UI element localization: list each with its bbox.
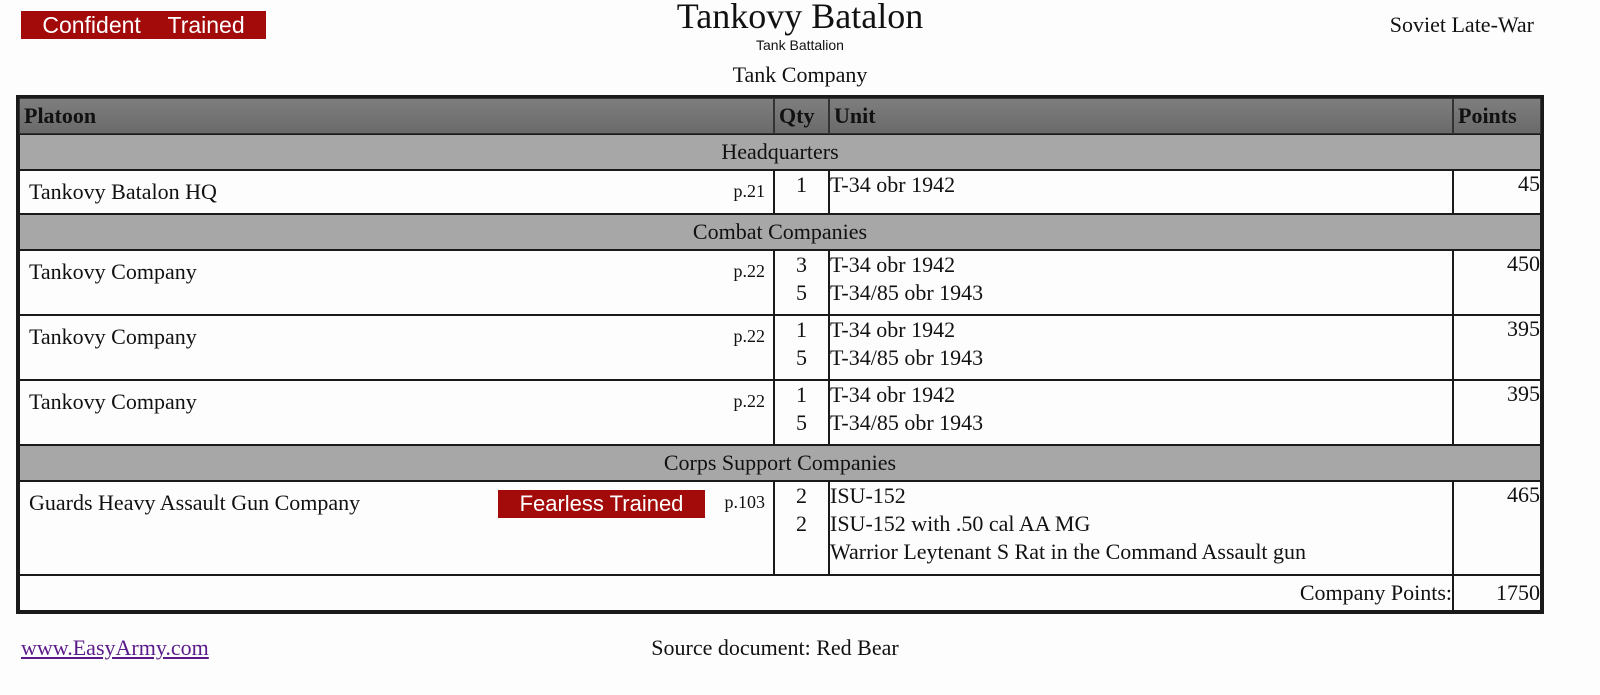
- page-title: Tankovy Batalon: [676, 0, 924, 36]
- unit-name: Warrior Leytenant S Rat in the Command Assault gun: [830, 539, 1307, 564]
- qty-value: 2: [796, 483, 807, 508]
- unit-name: T-34/85 obr 1943: [830, 410, 984, 435]
- nation-label: Soviet Late-War: [1389, 12, 1534, 37]
- table-row: [19, 380, 1541, 445]
- column-header-unit: Unit: [829, 98, 1453, 134]
- page-reference: p.22: [733, 326, 765, 346]
- section-row-combat: [19, 214, 1541, 250]
- qty-cell: [774, 170, 829, 214]
- qty-cell: [774, 250, 829, 315]
- unit-cell: [829, 481, 1453, 575]
- easyarmy-link[interactable]: www.EasyArmy.com: [21, 635, 209, 660]
- unit-name: ISU-152 with .50 cal AA MG: [830, 511, 1091, 536]
- company-type: Tank Company: [732, 62, 868, 87]
- unit-name: ISU-152: [830, 483, 906, 508]
- platoon-cell: [19, 170, 774, 214]
- total-points: 1750: [1453, 575, 1541, 611]
- table-row: [19, 481, 1541, 575]
- company-rating-badge: [21, 11, 266, 39]
- qty-value: 1: [796, 317, 807, 342]
- platoon-name: Tankovy Batalon HQ: [29, 179, 217, 204]
- table-row: [19, 170, 1541, 214]
- page-subtitle: Tank Battalion: [756, 37, 844, 53]
- army-list-table: [16, 95, 1544, 614]
- platoon-cell: [19, 250, 774, 315]
- platoon-cell: [19, 481, 774, 575]
- qty-value: 5: [796, 410, 807, 435]
- qty-cell: [774, 380, 829, 445]
- unit-name: T-34 obr 1942: [830, 317, 956, 342]
- qty-cell: [774, 481, 829, 575]
- platoon-name: Tankovy Company: [29, 324, 197, 349]
- qty-cell: [774, 315, 829, 380]
- total-label: Company Points:: [19, 575, 1453, 611]
- unit-name: T-34/85 obr 1943: [830, 345, 984, 370]
- rating-motivation: Confident: [42, 12, 141, 38]
- qty-value: 2: [796, 511, 807, 536]
- platoon-cell: [19, 380, 774, 445]
- page-reference: p.22: [733, 391, 765, 411]
- platoon-name: Guards Heavy Assault Gun Company: [29, 490, 361, 515]
- source-document: Source document: Red Bear: [651, 635, 899, 660]
- platoon-name: Tankovy Company: [29, 259, 197, 284]
- unit-cell: [829, 315, 1453, 380]
- points-cell: 395: [1453, 380, 1541, 445]
- column-header-qty: Qty: [774, 98, 829, 134]
- points-cell: 395: [1453, 315, 1541, 380]
- table-row: [19, 315, 1541, 380]
- points-cell: 450: [1453, 250, 1541, 315]
- qty-value: 3: [796, 252, 807, 277]
- platoon-name: Tankovy Company: [29, 389, 197, 414]
- points-cell: 465: [1453, 481, 1541, 575]
- unit-cell: [829, 170, 1453, 214]
- total-row: [19, 575, 1541, 611]
- unit-name: T-34 obr 1942: [830, 252, 956, 277]
- page-reference: p.103: [724, 492, 765, 512]
- unit-cell: [829, 250, 1453, 315]
- points-cell: 45: [1453, 170, 1541, 214]
- unit-cell: [829, 380, 1453, 445]
- column-header-points: Points: [1453, 98, 1541, 134]
- page-reference: p.21: [733, 181, 765, 201]
- section-title: Combat Companies: [19, 214, 1541, 250]
- column-header-platoon: Platoon: [19, 98, 774, 134]
- qty-value: 5: [796, 280, 807, 305]
- qty-value: 1: [796, 172, 807, 197]
- qty-value: 5: [796, 345, 807, 370]
- unit-name: T-34 obr 1942: [830, 172, 956, 197]
- table-row: [19, 250, 1541, 315]
- page-reference: p.22: [733, 261, 765, 281]
- unit-name: T-34 obr 1942: [830, 382, 956, 407]
- platoon-cell: [19, 315, 774, 380]
- qty-value: 1: [796, 382, 807, 407]
- rating-skill: Trained: [167, 12, 245, 38]
- platoon-rating-badge: Fearless Trained: [498, 490, 705, 518]
- section-title: Headquarters: [19, 134, 1541, 170]
- section-row-headquarters: [19, 134, 1541, 170]
- page-header: [0, 0, 1600, 96]
- unit-name: T-34/85 obr 1943: [830, 280, 984, 305]
- section-title: Corps Support Companies: [19, 445, 1541, 481]
- section-row-corps-support: [19, 445, 1541, 481]
- table-header-row: [19, 98, 1541, 134]
